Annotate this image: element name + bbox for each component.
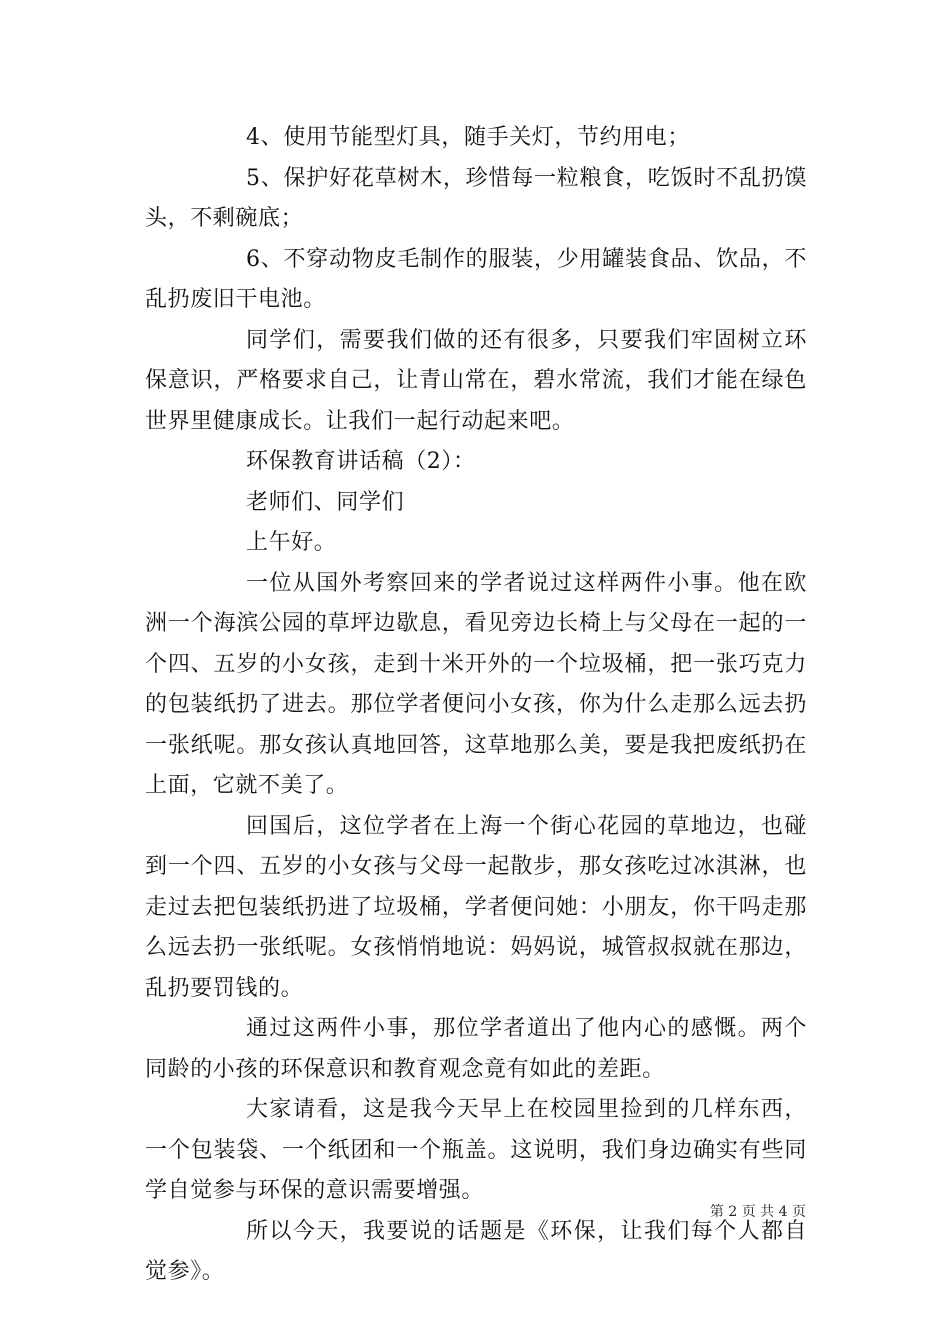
speech-title: 环保教育讲话稿（2）： (246, 449, 476, 474)
paragraph-story-shanghai: 回国后，这位学者在上海一个街心花园的草地边，也碰到一个四、五岁的小女孩与父母一起散步，那女孩吃过冰淇淋，也走过去把包装纸扔进了垃圾桶，学者便问她：小朋友，你干吗走那么远去扔一张纸呢。女孩悄悄地说：妈妈说，城管叔叔就在那边，乱扔要罚钱的。 (145, 813, 807, 1001)
paragraph-topic: 所以今天，我要说的话题是《环保，让我们每个人都自觉参》。 (145, 1218, 807, 1284)
speech-salutation: 老师们、同学们 (246, 489, 405, 515)
paragraph-story-europe: 一位从国外考察回来的学者说过这样两件小事。他在欧洲一个海滨公园的草坪边歇息，看见旁边长椅上与父母在一起的一个四、五岁的小女孩，走到十米开外的一个垃圾桶，把一张巧克力的包装纸扔了进去。那位学者便问小女孩，你为什么走那么远去扔一张纸呢。那女孩认真地回答，这草地那么美，要是我把废纸扔在上面，它就不美了。 (145, 570, 807, 798)
paragraph-item-6: 6、不穿动物皮毛制作的服装，少用罐装食品、饮品，不乱扔废旧干电池。 (145, 246, 807, 312)
speech-greeting: 上午好。 (246, 530, 337, 555)
paragraph-reflection: 通过这两件小事，那位学者道出了他内心的感慨。两个同龄的小孩的环保意识和教育观念竟有如此的差距。 (145, 1016, 807, 1082)
document-body (145, 118, 807, 1293)
paragraph-campus-observation: 大家请看，这是我今天早上在校园里捡到的几样东西，一个包装袋、一个纸团和一个瓶盖。这说明，我们身边确实有些同学自觉参与环保的意识需要增强。 (145, 1097, 807, 1203)
paragraph-item-5: 5、保护好花草树木，珍惜每一粒粮食，吃饭时不乱扔馍头，不剩碗底； (145, 165, 807, 231)
paragraph-item-4: 4、使用节能型灯具，随手关灯，节约用电； (246, 125, 690, 150)
page-number-footer: 第 2 页 共 4 页 (709, 1204, 806, 1220)
paragraph-call-to-action: 同学们，需要我们做的还有很多，只要我们牢固树立环保意识，严格要求自己，让青山常在，碧水常流，我们才能在绿色世界里健康成长。让我们一起行动起来吧。 (145, 327, 807, 434)
